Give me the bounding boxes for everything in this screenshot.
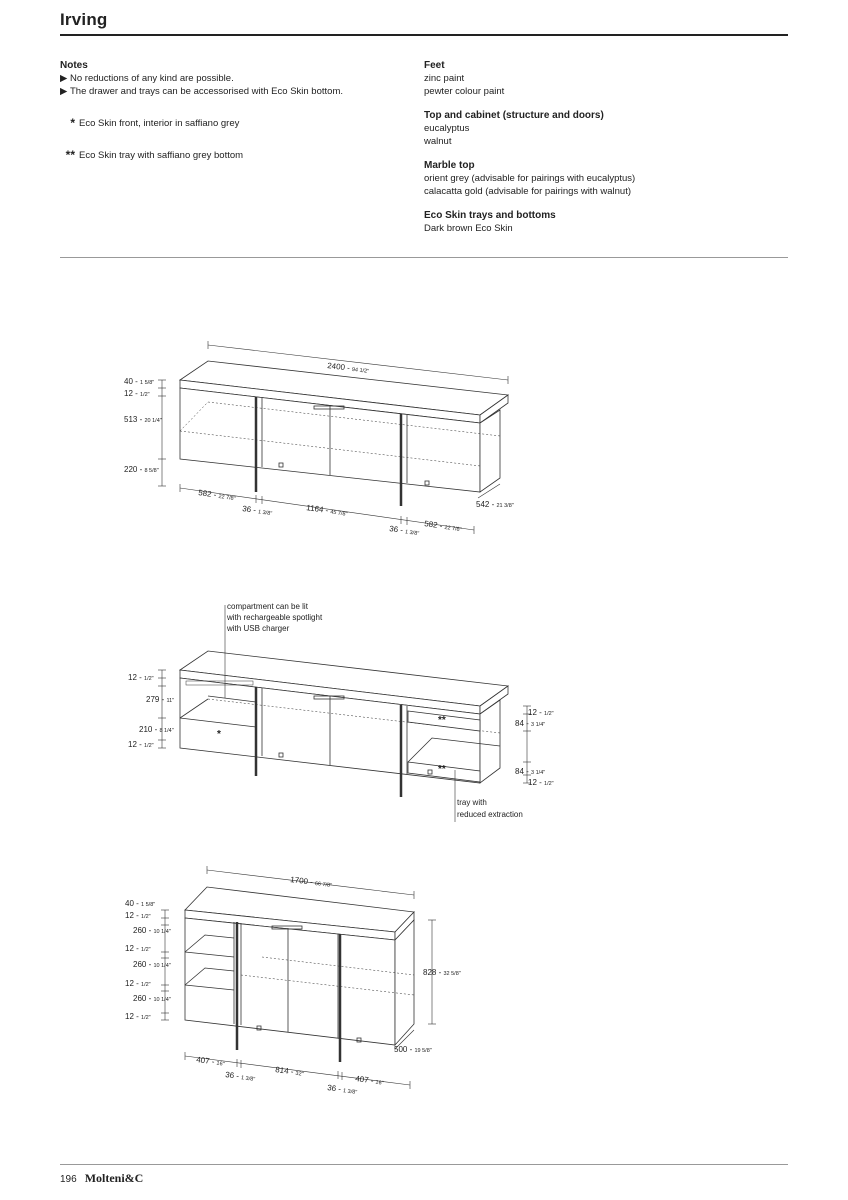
- dim-label: 12 - 1/2": [128, 673, 154, 682]
- star-mark: *: [70, 116, 75, 130]
- dim-label: 36 - 1 3/8": [241, 504, 273, 518]
- tray-mark: **: [438, 764, 446, 775]
- dim-label: 407 - 16": [354, 1074, 384, 1087]
- triangle-bullet-icon: ▶: [60, 86, 68, 97]
- dim-width: 1700 - 66 7/8": [289, 875, 333, 889]
- dim-label: 12 - 1/2": [128, 740, 154, 749]
- dim-label: 407 - 16": [195, 1055, 225, 1068]
- dim-label: 260 - 10 1/4": [133, 994, 171, 1003]
- dim-label: 36 - 1 3/8": [326, 1083, 358, 1096]
- callout-text: with USB charger: [227, 624, 290, 633]
- dim-depth: 500 - 19 5/8": [394, 1045, 432, 1054]
- spec-group: Feet zinc paint pewter colour paint: [424, 60, 505, 97]
- dim-label: 260 - 10 1/4": [133, 926, 171, 935]
- dim-width: 2400 - 94 1/2": [326, 361, 370, 375]
- callout-text: tray with: [457, 798, 487, 807]
- note-item: ▶ The drawer and trays can be accessorised with Eco Skin bottom.: [60, 86, 343, 97]
- star-note: ** Eco Skin tray with saffiano grey bottom: [60, 149, 400, 162]
- callout-text: reduced extraction: [457, 810, 523, 819]
- callout-text: with rechargeable spotlight: [227, 613, 323, 622]
- dim-label: 36 - 1 3/8": [224, 1070, 256, 1083]
- dim-depth: 542 - 21 3/8": [476, 500, 514, 509]
- dim-label: 84 - 3 1/4": [515, 767, 546, 776]
- dim-label: 210 - 8 1/4": [139, 725, 174, 734]
- brand-logo: Molteni&C: [84, 1171, 144, 1185]
- drawing-full-sideboard: [180, 361, 508, 506]
- footer-rule: [60, 1164, 788, 1165]
- dim-label: 12 - 1/2": [125, 944, 151, 953]
- tray-mark: **: [438, 715, 446, 726]
- dim-label: 12 - 1/2": [124, 389, 150, 398]
- dim-label: 40 - 1 5/8": [124, 377, 155, 386]
- dim-label: 12 - 1/2": [125, 911, 151, 920]
- drawer-mark: *: [217, 729, 221, 740]
- cabinet-side: [480, 410, 500, 492]
- dim-label: 582 - 22 7/8": [197, 488, 236, 503]
- dim-label: 84 - 3 1/4": [515, 719, 546, 728]
- dim-label: 220 - 8 5/8": [124, 465, 159, 474]
- dim-label: 12 - 1/2": [125, 1012, 151, 1021]
- star-mark: **: [65, 148, 75, 162]
- footer: [60, 1171, 143, 1186]
- dim-label: 260 - 10 1/4": [133, 960, 171, 969]
- dim-label: 12 - 1/2": [528, 778, 554, 787]
- dim-label: 12 - 1/2": [528, 708, 554, 717]
- callout-text: compartment can be lit: [227, 602, 308, 611]
- dim-label: 513 - 20 1/4": [124, 415, 162, 424]
- dim-label: 36 - 1 3/8": [388, 524, 420, 538]
- spec-group: Eco Skin trays and bottoms Dark brown Eco Skin: [424, 210, 556, 234]
- page-number: 196: [60, 1174, 77, 1185]
- dim-label: 1164 - 45 7/8": [305, 503, 348, 518]
- dim-label: 40 - 1 5/8": [125, 899, 156, 908]
- dim-height: 828 - 32 5/8": [423, 968, 461, 977]
- dim-label: 582 - 22 7/8": [423, 519, 462, 534]
- drawing-compact-sideboard: [185, 887, 414, 1062]
- dim-label: 279 - 11": [146, 695, 175, 704]
- star-note: * Eco Skin front, interior in saffiano grey: [60, 117, 400, 130]
- dim-label: 814 - 32": [274, 1065, 304, 1078]
- dim-label: 12 - 1/2": [125, 979, 151, 988]
- triangle-bullet-icon: ▶: [60, 73, 68, 84]
- note-item: ▶ No reductions of any kind are possible.: [60, 73, 234, 84]
- drawing-sideboard-open: [180, 651, 508, 797]
- page-title: Irving: [60, 10, 108, 29]
- notes-heading: Notes: [60, 60, 88, 71]
- spec-group: Top and cabinet (structure and doors) eucalyptus walnut: [424, 110, 604, 147]
- spec-group: Marble top orient grey (advisable for pairings with eucalyptus) calacatta gold (advisable for pairings with walnut): [424, 160, 636, 197]
